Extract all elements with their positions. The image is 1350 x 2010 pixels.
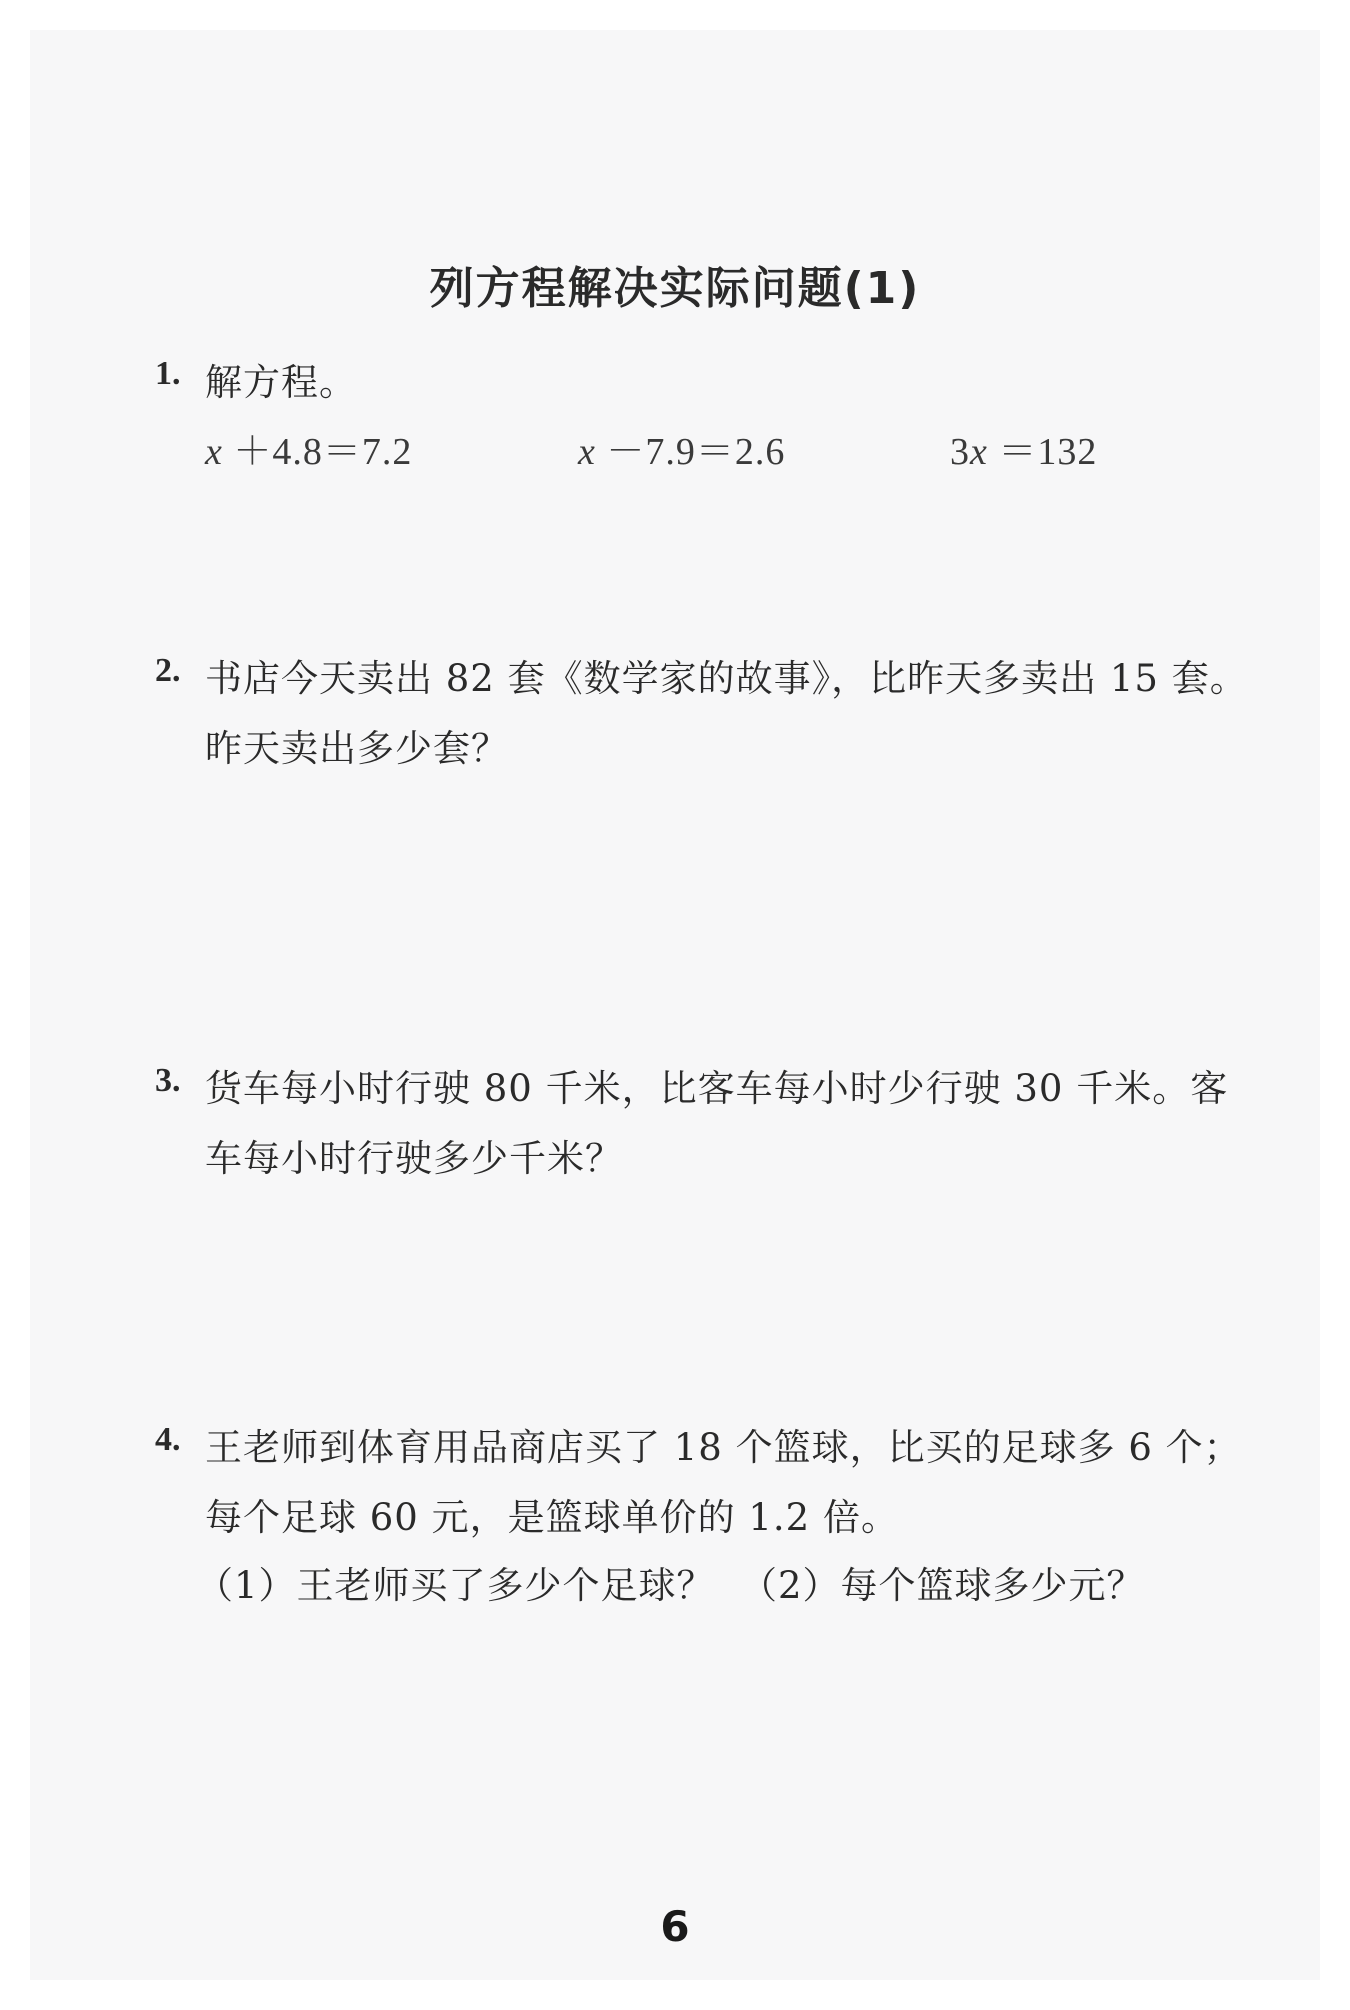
worksheet-page — [30, 30, 1320, 1980]
page-number: 6 — [660, 1902, 690, 1951]
question-1-number: 1. — [155, 355, 181, 392]
question-3-line-2: 车每小时行驶多少千米？ — [205, 1137, 623, 1180]
question-2-line-1: 书店今天卖出 82 套《数学家的故事》，比昨天多卖出 15 套。 — [205, 657, 1248, 700]
question-1-text: 解方程。 — [205, 361, 357, 404]
question-4-line-1: 王老师到体育用品商店买了 18 个篮球，比买的足球多 6 个； — [205, 1426, 1242, 1469]
question-3-number: 3. — [155, 1062, 181, 1099]
question-4-line-2: 每个足球 60 元，是篮球单价的 1.2 倍。 — [205, 1496, 899, 1539]
equation-3: 3x ＝132 — [950, 431, 1098, 473]
equation-2: x －7.9＝2.6 — [578, 431, 786, 473]
question-4-subquestion-1: （1）王老师买了多少个足球？ — [196, 1564, 715, 1607]
question-4-subquestion-2: （2）每个篮球多少元？ — [740, 1564, 1145, 1607]
page-title: 列方程解决实际问题(1) — [429, 263, 921, 314]
question-2-number: 2. — [155, 652, 181, 689]
equation-1: x ＋4.8＝7.2 — [205, 431, 413, 473]
question-2-line-2: 昨天卖出多少套？ — [205, 727, 509, 770]
question-4-number: 4. — [155, 1421, 181, 1458]
question-3-line-1: 货车每小时行驶 80 千米，比客车每小时少行驶 30 千米。客 — [205, 1067, 1229, 1110]
